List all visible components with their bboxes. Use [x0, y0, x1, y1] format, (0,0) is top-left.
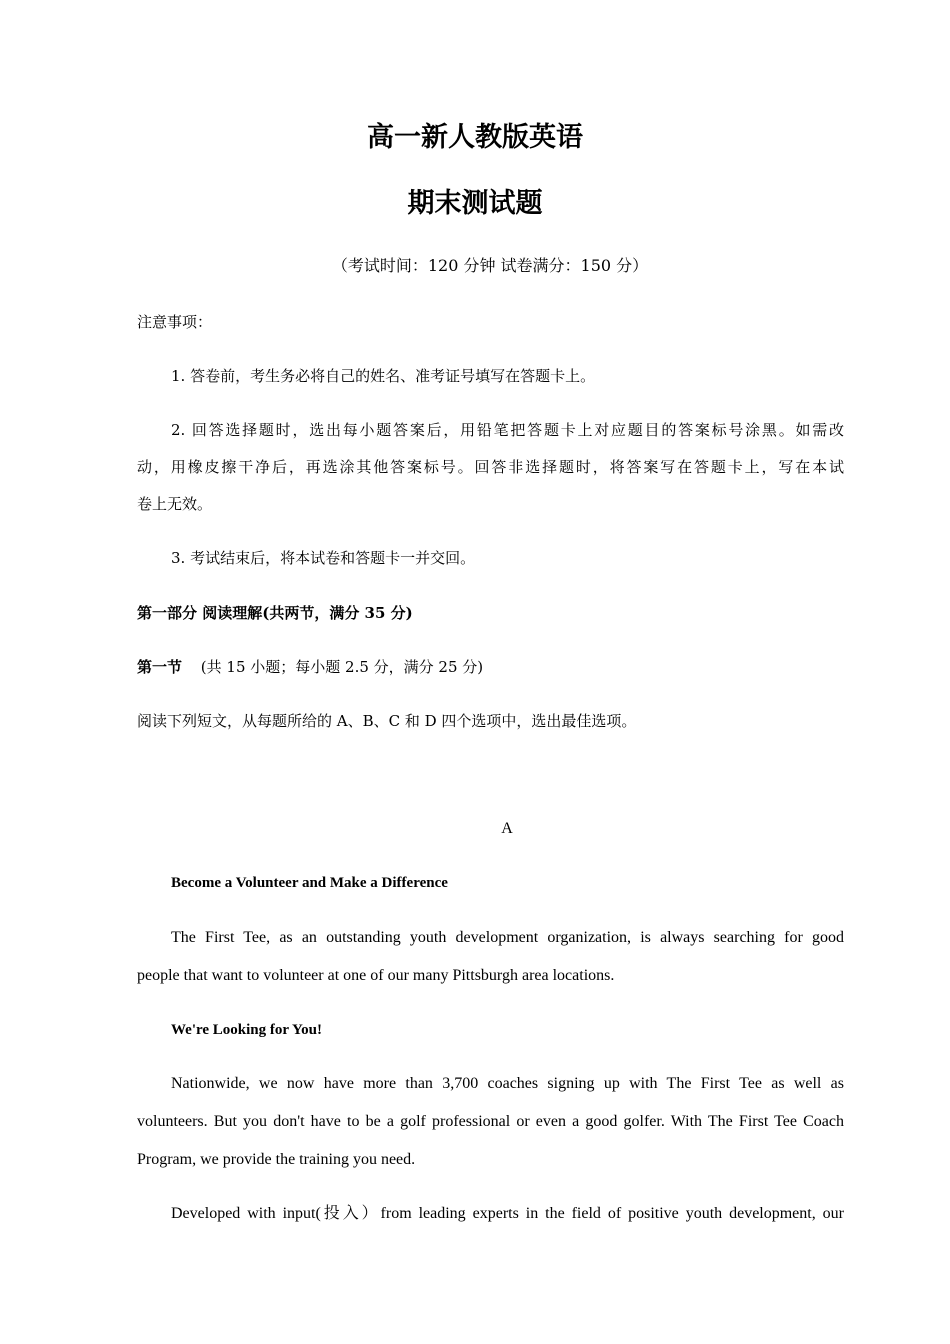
- exam-title: 高一新人教版英语: [367, 122, 583, 153]
- note-item-2-line-2: 动，用橡皮擦干净后，再选涂其他答案标号。回答非选择题时，将答案写在答题卡上，写在本试: [137, 458, 844, 476]
- passage-subheading: We're Looking for You!: [171, 1022, 322, 1038]
- note-item-3: 3. 考试结束后，将本试卷和答题卡一并交回。: [171, 549, 476, 567]
- passage-p1-line-2: people that want to volunteer at one of our many Pittsburgh area locations.: [137, 967, 615, 984]
- passage-p2-line-3: Program, we provide the training you need.: [137, 1151, 416, 1168]
- passage-p3-line-1: Developed with input(投入）from leading experts in the field of positive youth development, our: [171, 1205, 844, 1222]
- exam-info: （考试时间：120 分钟 试卷满分：150 分）: [331, 256, 649, 275]
- section-1-label: 第一节: [137, 658, 183, 676]
- reading-instruction: 阅读下列短文，从每题所给的 A、B、C 和 D 四个选项中，选出最佳选项。: [137, 712, 637, 730]
- notes-heading: 注意事项：: [137, 313, 213, 331]
- passage-title: Become a Volunteer and Make a Difference: [171, 875, 448, 891]
- exam-subtitle: 期末测试题: [407, 188, 543, 219]
- note-item-2-line-1: 2. 回答选择题时，选出每小题答案后，用铅笔把答题卡上对应题目的答案标号涂黑。如需改: [171, 421, 844, 439]
- part-1-heading: 第一部分 阅读理解(共两节，满分 35 分): [137, 604, 413, 622]
- passage-p1-line-1: The First Tee, as an outstanding youth development organization, is always searching for good: [171, 929, 844, 946]
- passage-p2-line-1: Nationwide, we now have more than 3,700 coaches signing up with The First Tee as well as: [171, 1075, 844, 1092]
- passage-label: A: [501, 820, 513, 837]
- note-item-1: 1. 答卷前，考生务必将自己的姓名、准考证号填写在答题卡上。: [171, 367, 596, 385]
- section-1-heading: [137, 657, 483, 677]
- note-item-2-line-3: 卷上无效。: [137, 495, 213, 513]
- section-1-detail: (共 15 小题；每小题 2.5 分，满分 25 分): [200, 658, 484, 676]
- passage-p2-line-2: volunteers. But you don't have to be a golf professional or even a good golfer. With The First Tee Coach: [137, 1113, 844, 1130]
